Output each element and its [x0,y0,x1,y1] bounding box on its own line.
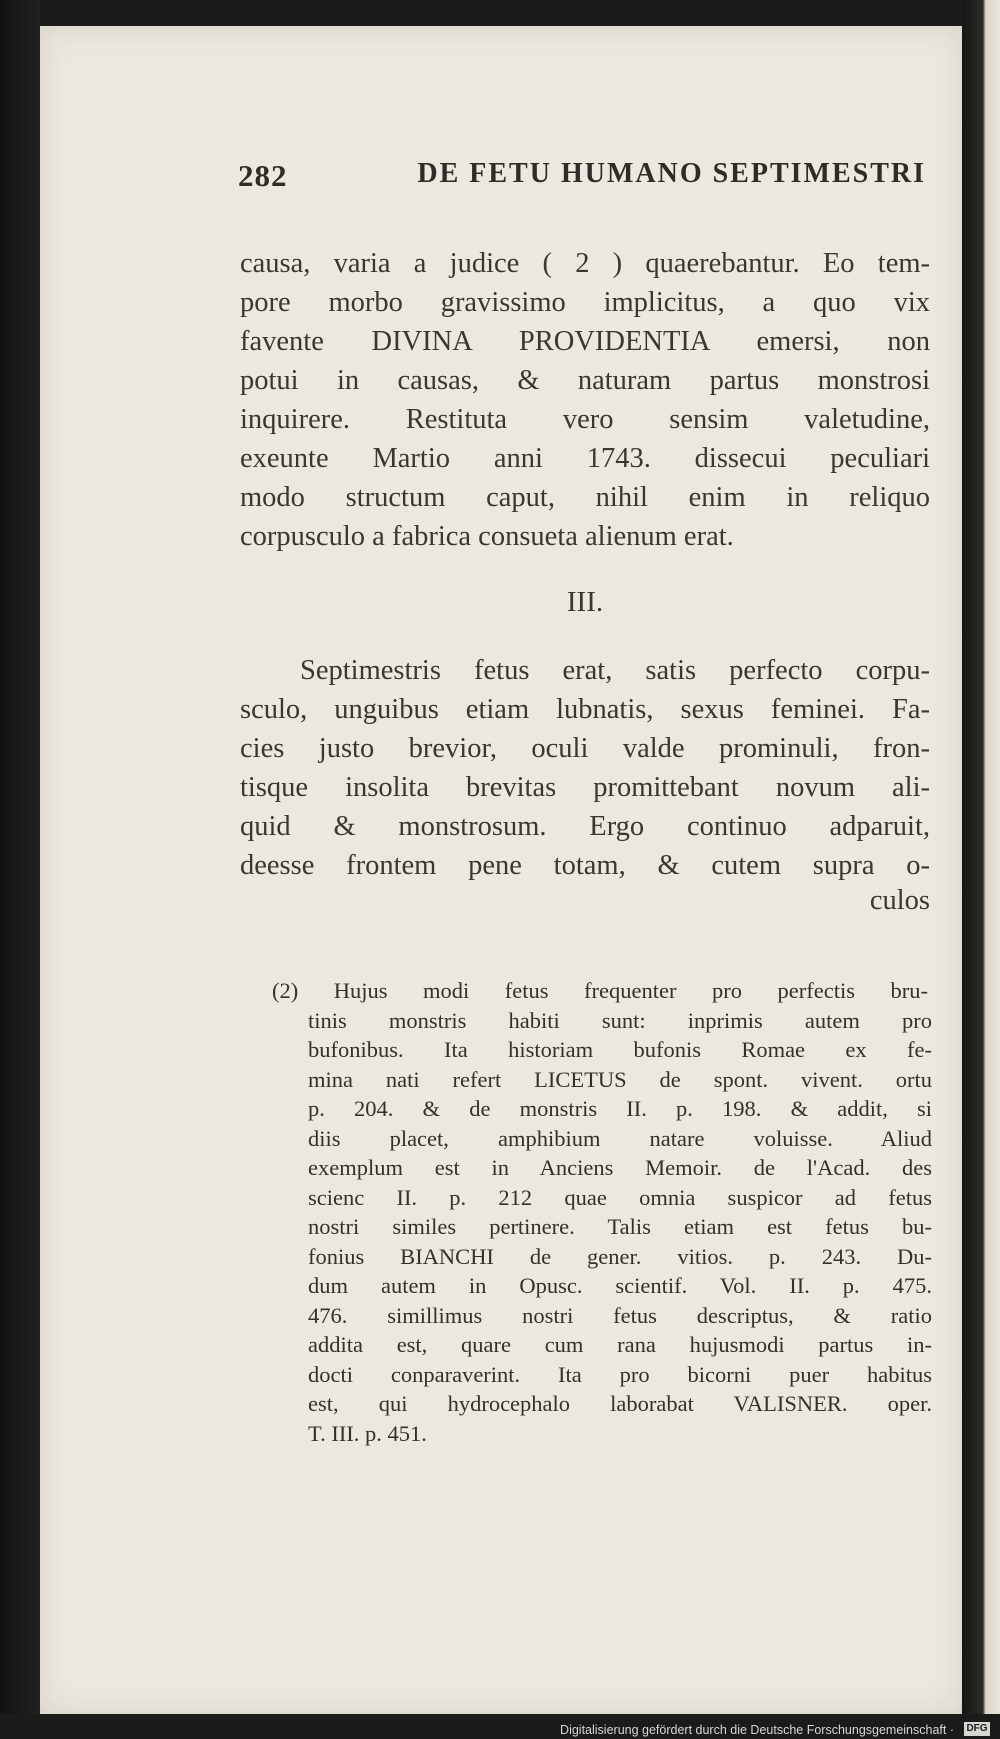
footnote-line: est, qui hydrocephalo laborabat VALISNER. oper. [308,1391,932,1416]
section-line: tisque insolita brevitas promittebant novum ali- [240,772,930,803]
footnote-line: exemplum est in Anciens Memoir. de l'Acad. des [308,1155,932,1180]
body-line: potui in causas, & naturam partus monstrosi [240,365,930,396]
footnote-line: addita est, quare cum rana hujusmodi partus in- [308,1332,932,1357]
body-line: causa, varia a judice ( 2 ) quaerebantur. Eo tem- [240,248,930,279]
footnote-line: p. 204. & de monstris II. p. 198. & addit, si [308,1096,932,1121]
footnote-line: scienc II. p. 212 quae omnia suspicor ad fetus [308,1184,932,1210]
footnote-line: (2) Hujus modi fetus frequenter pro perfectis bru- [272,978,928,1003]
footnote-line: tinis monstris habiti sunt: inprimis autem pro [308,1007,932,1033]
footnote-line: fonius BIANCHI de gener. vitios. p. 243. Du- [308,1243,932,1269]
section-heading: III. [566,586,604,618]
body-line: inquirere. Restituta vero sensim valetudine, [240,404,930,435]
footnote-line: docti conparaverint. Ita pro bicorni puer habitus [308,1361,932,1387]
section-line: cies justo brevior, oculi valde prominuli, fron- [240,733,930,764]
section-line: sculo, unguibus etiam lubnatis, sexus feminei. Fa- [240,694,930,725]
running-title: DE FETU HUMANO SEPTIMESTRI [417,158,926,189]
dfg-logo-icon: DFG [964,1722,990,1736]
page-number: 282 [238,158,288,193]
catchword: culos [869,885,930,916]
running-head [238,158,926,194]
body-line: corpusculo a fabrica consueta alienum erat. [240,521,734,552]
section-line: deesse frontem pene totam, & cutem supra o- [240,850,930,881]
section-line: Septimestris fetus erat, satis perfecto corpu- [300,655,930,686]
footnote-line: mina nati refert LICETUS de spont. vivent. ortu [308,1066,932,1092]
body-line: pore morbo gravissimo implicitus, a quo vix [240,287,930,318]
binding-shadow [0,0,40,1739]
body-line: exeunte Martio anni 1743. dissecui peculiari [240,443,930,474]
footnote-line: dum autem in Opusc. scientif. Vol. II. p. 475. [308,1273,932,1298]
footnote-line: nostri similes pertinere. Talis etiam est fetus bu- [308,1214,932,1239]
page-edge-strip [962,0,1000,1739]
section-line: quid & monstrosum. Ergo continuo adparuit, [240,811,930,842]
footnote-line: T. III. p. 451. [308,1420,427,1446]
body-line: favente DIVINA PROVIDENTIA emersi, non [240,326,930,357]
footnote-line: diis placet, amphibium natare voluisse. Aliud [308,1125,932,1151]
funding-credit: Digitalisierung gefördert durch die Deutsche Forschungsgemeinschaft · [560,1723,954,1737]
footnote-line: bufonibus. Ita historiam bufonis Romae ex fe- [308,1037,932,1062]
body-line: modo structum caput, nihil enim in reliquo [240,482,930,513]
footnote-line: 476. simillimus nostri fetus descriptus, & ratio [308,1302,932,1328]
